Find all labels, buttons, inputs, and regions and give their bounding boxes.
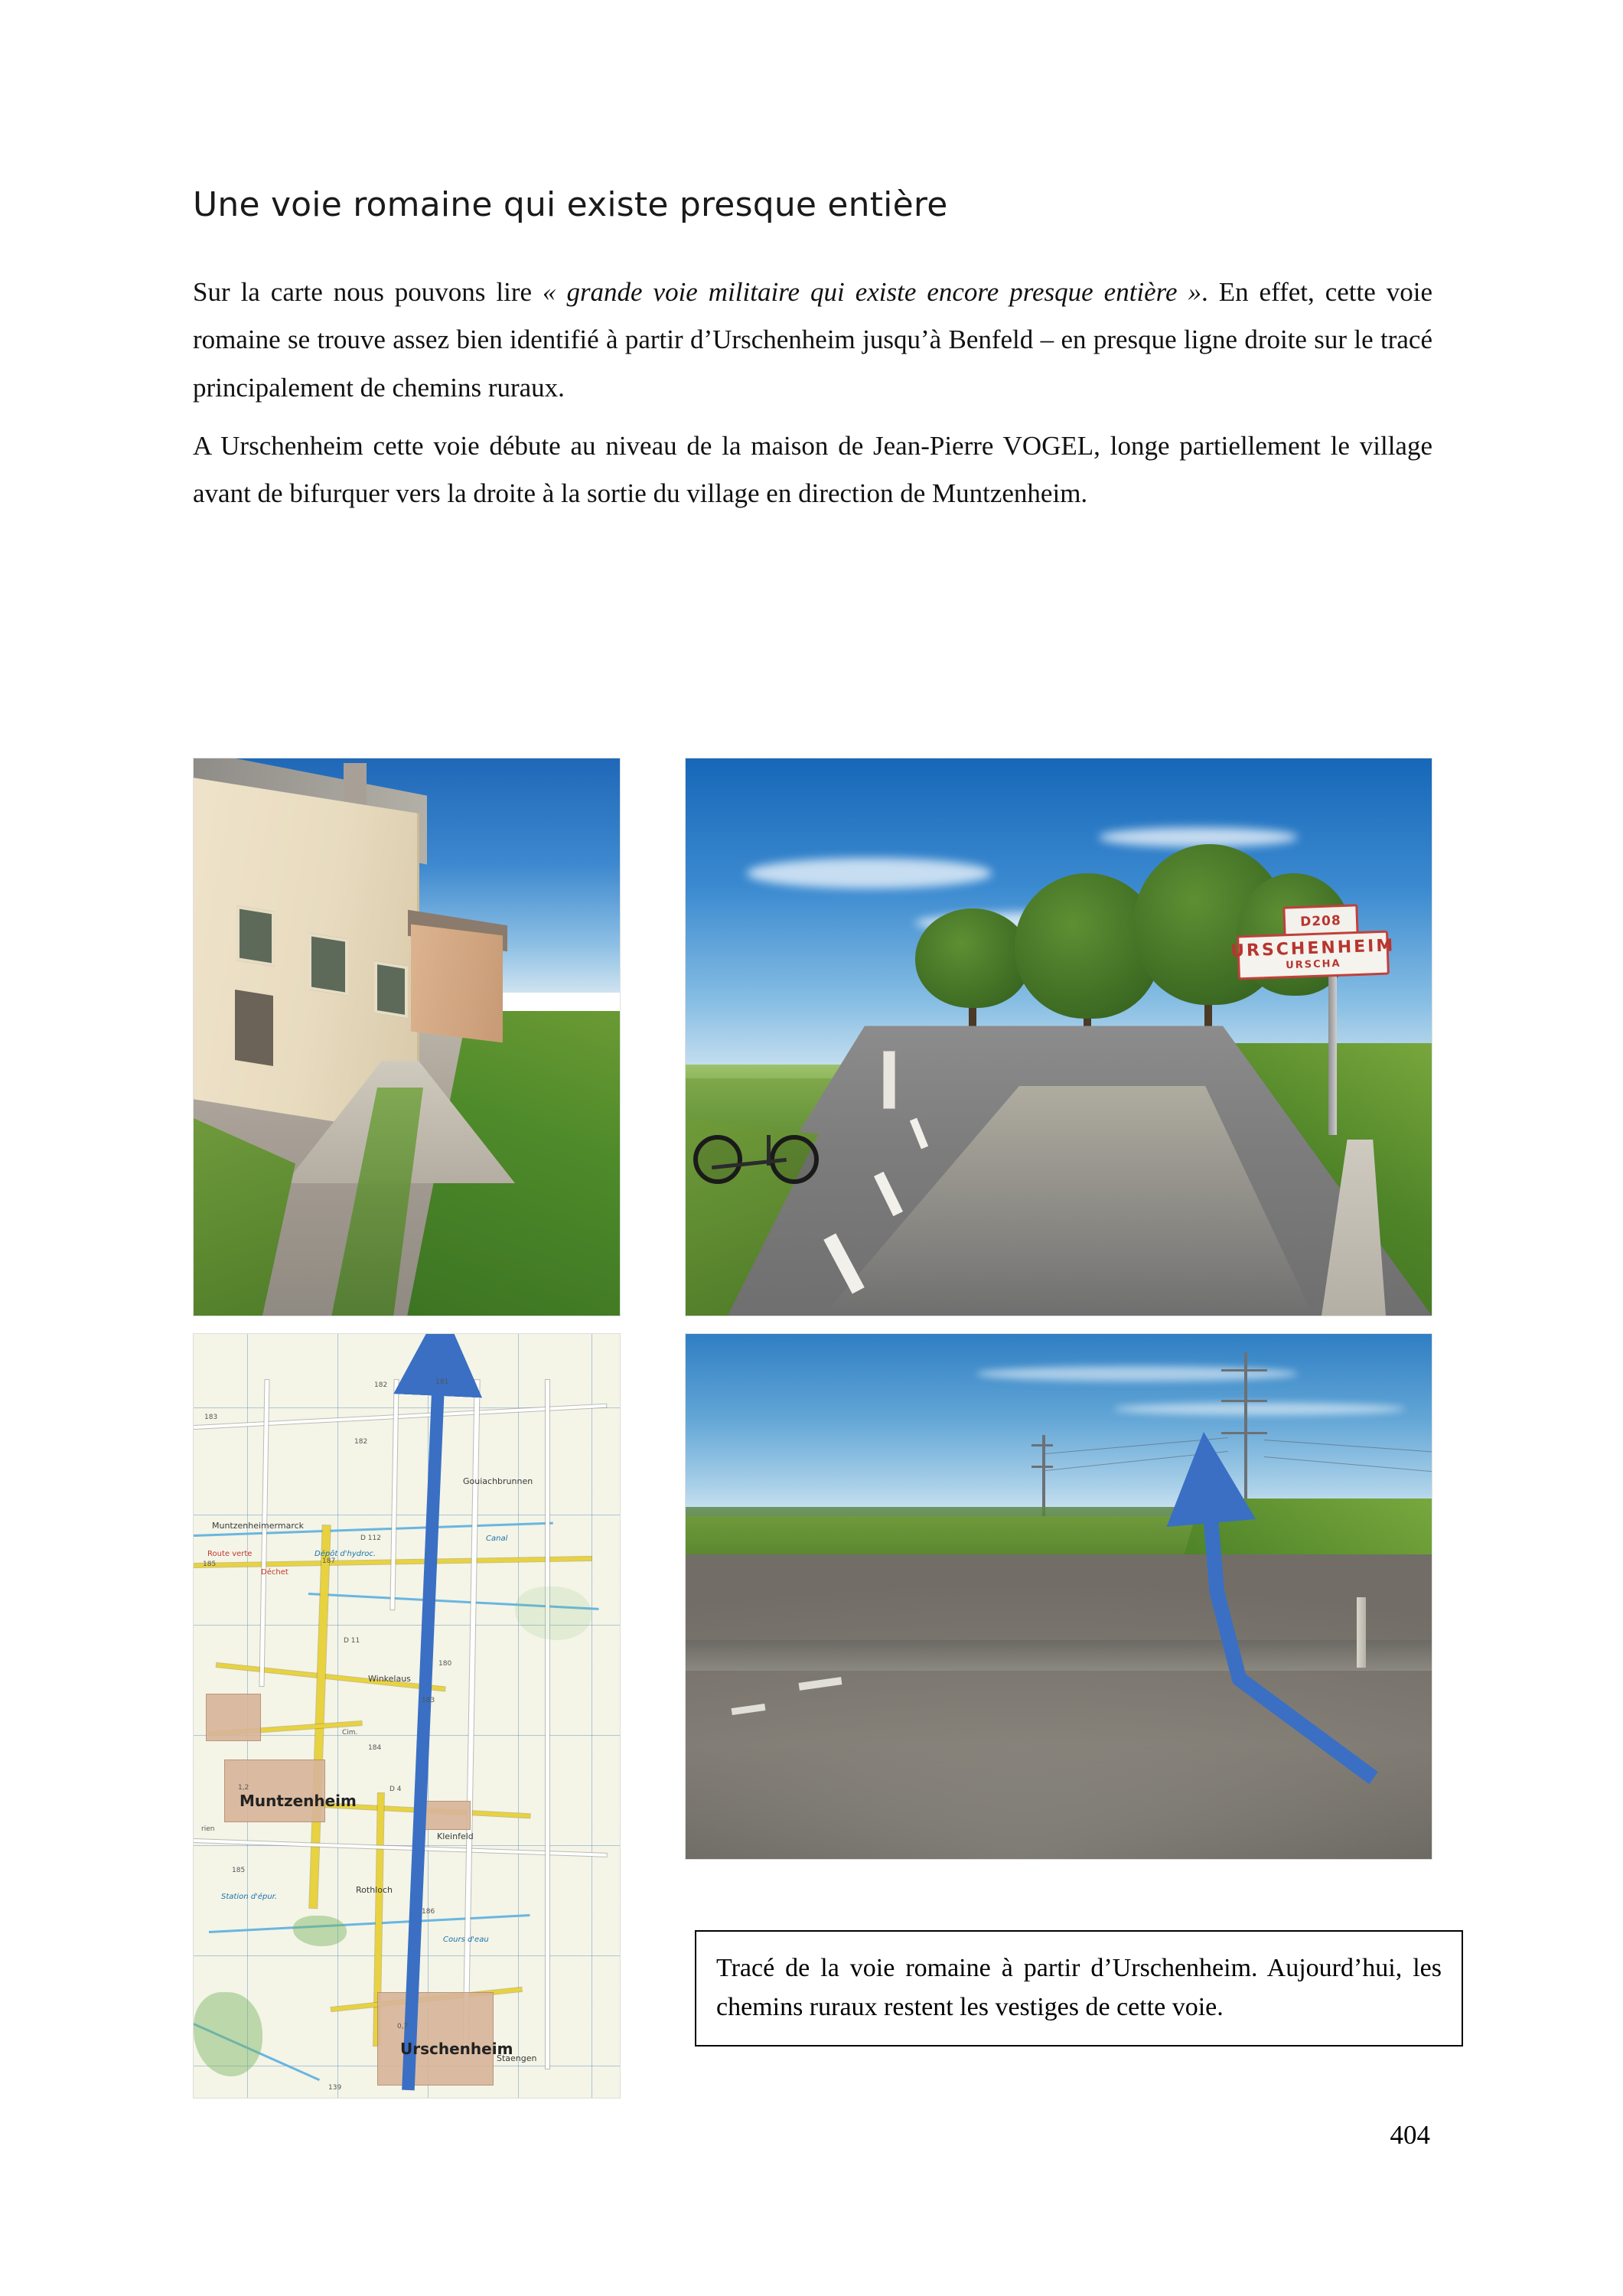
map-label: rien bbox=[201, 1825, 215, 1833]
par1-seg3: . En effet, cette voie romaine se trouve assez bien identifié à partir d’Urschenheim jusqu’à Benfeld – en presque ligne droite sur le tracé principalement de chemins ruraux. bbox=[193, 277, 1432, 403]
road-number-sign: D208 bbox=[1282, 904, 1358, 938]
map-label: 187 bbox=[322, 1557, 336, 1565]
par2-seg1: A Urschenheim cette voie débute au niveau de la maison de Jean-Pierre VOGEL, longe partiellement le village avant de bifurquer vers la droite à la sortie du village en direction de Muntzenheim. bbox=[193, 430, 1432, 509]
window bbox=[236, 905, 275, 967]
map-label: 182 bbox=[374, 1381, 388, 1389]
map-label: D 11 bbox=[344, 1637, 360, 1645]
figure-group bbox=[193, 758, 1432, 2099]
map-label: Rothloch bbox=[356, 1885, 393, 1895]
photo-road-with-blue-arrow bbox=[685, 1333, 1432, 1860]
map-label: 182 bbox=[354, 1438, 368, 1446]
road-marker-post bbox=[883, 1051, 895, 1109]
tree bbox=[915, 908, 1030, 1008]
page-number: 404 bbox=[1390, 2120, 1430, 2150]
map-label: 0,7 bbox=[397, 2023, 409, 2030]
map-label: 185 bbox=[232, 1867, 246, 1874]
map-label: 184 bbox=[368, 1744, 382, 1752]
map-label: Cim. bbox=[342, 1729, 358, 1737]
photo-gravel-path-along-house bbox=[193, 758, 621, 1316]
village-sign-line2: URSCHA bbox=[1285, 957, 1341, 972]
map-label: Winkelaus bbox=[368, 1674, 411, 1684]
map-muntzenheim-urschenheim bbox=[193, 1333, 621, 2099]
window bbox=[374, 961, 408, 1019]
cloud bbox=[747, 858, 992, 889]
paragraph-2 bbox=[193, 422, 1432, 518]
map-label: Dépôt d'hydroc. bbox=[314, 1550, 376, 1558]
map-label: 180 bbox=[438, 1660, 452, 1668]
map-label: 181 bbox=[435, 1378, 449, 1386]
village-sign-line1: URSCHENHEIM bbox=[1230, 936, 1396, 961]
map-label: Canal bbox=[486, 1534, 508, 1543]
map-label-muntzenheim: Muntzenheim bbox=[240, 1792, 357, 1810]
village-entry-sign bbox=[1230, 931, 1396, 980]
door bbox=[235, 990, 273, 1066]
figure-row-top bbox=[193, 758, 1432, 1316]
bicycle-handlebar bbox=[767, 1135, 771, 1166]
figure-caption: Tracé de la voie romaine à partir d’Urschenheim. Aujourd’hui, les chemins ruraux restent les vestiges de cette voie. bbox=[716, 1954, 1442, 2021]
map-label: Déchet bbox=[261, 1568, 288, 1577]
map-label: Staengen bbox=[497, 2053, 537, 2063]
map-label: Kleinfeld bbox=[437, 1831, 474, 1841]
map-label: Cours d'eau bbox=[443, 1936, 489, 1944]
map-route-arrow bbox=[194, 1334, 620, 2098]
map-label: D 112 bbox=[360, 1534, 381, 1542]
map-label: Station d'épur. bbox=[221, 1893, 278, 1901]
photo-road-with-village-sign bbox=[685, 758, 1432, 1316]
map-label: D 4 bbox=[389, 1786, 402, 1793]
window bbox=[308, 933, 348, 996]
bicycle bbox=[693, 1115, 823, 1184]
chimney bbox=[344, 763, 367, 806]
map-label: Muntzenheimermarck bbox=[212, 1521, 305, 1531]
figure-caption-box bbox=[695, 1930, 1463, 2047]
map-label-urschenheim: Urschenheim bbox=[400, 2040, 513, 2058]
page-title: Une voie romaine qui existe presque entière bbox=[193, 185, 948, 224]
map-label: 183 bbox=[204, 1414, 218, 1421]
second-house bbox=[411, 925, 503, 1043]
paragraph-1 bbox=[193, 269, 1432, 412]
text-content bbox=[193, 184, 1432, 528]
map-label: 139 bbox=[328, 2084, 342, 2092]
par1-seg1: Sur la carte nous pouvons lire bbox=[193, 277, 543, 307]
route-arrow bbox=[686, 1334, 1432, 1859]
map-label: 1,2 bbox=[238, 1784, 249, 1792]
map-label: 185 bbox=[203, 1561, 217, 1568]
map-label: 186 bbox=[422, 1908, 435, 1916]
map-label: Gouiachbrunnen bbox=[463, 1476, 533, 1486]
map-label: Route verte bbox=[207, 1550, 253, 1558]
bicycle-wheel bbox=[693, 1135, 742, 1184]
map-label: 183 bbox=[422, 1697, 435, 1704]
par1-quote: « grande voie militaire qui existe encore presque entière » bbox=[542, 277, 1201, 307]
